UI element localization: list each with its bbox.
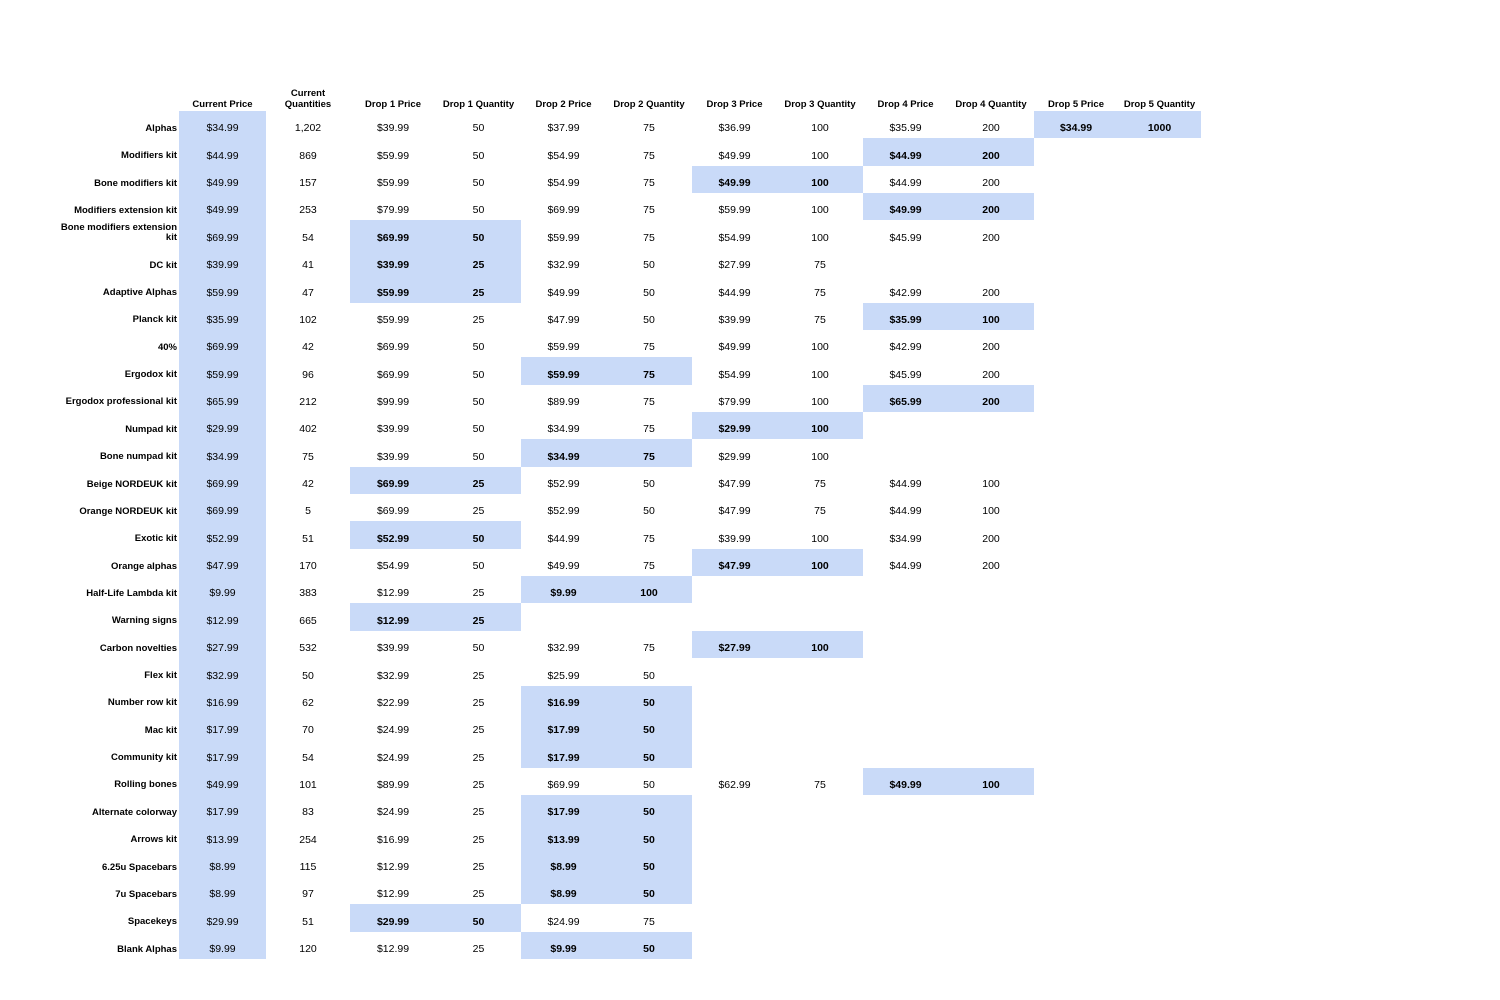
current-price-cell: $65.99 <box>206 395 239 408</box>
current-quantity-cell: 254 <box>299 833 317 846</box>
drop-price-cell: $49.99 <box>718 149 751 162</box>
drop-quantity-cell: 50 <box>472 122 485 135</box>
drop-quantity-cell: 100 <box>811 231 829 244</box>
drop-price-cell: $49.99 <box>547 560 580 573</box>
current-price-cell: $17.99 <box>206 806 239 819</box>
current-price-cell: $34.99 <box>206 122 239 135</box>
drop-quantity-cell: 200 <box>982 532 1000 545</box>
current-price-cell: $59.99 <box>206 368 239 381</box>
drop-quantity-cell: 75 <box>814 313 826 326</box>
drop-quantity-cell: 200 <box>982 341 1000 354</box>
drop-price-cell: $44.99 <box>889 177 922 190</box>
drop-price-cell: $39.99 <box>718 532 751 545</box>
current-quantity-cell: 47 <box>302 286 314 299</box>
row-label: Warning signs <box>111 615 177 627</box>
drop-price-cell: $79.99 <box>376 204 410 217</box>
current-price-cell: $9.99 <box>209 587 236 600</box>
drop-quantity-cell: 50 <box>643 478 655 491</box>
drop-quantity-cell: 50 <box>606 795 692 822</box>
drop-price-cell: $36.99 <box>718 122 751 135</box>
drop-quantity-cell: 25 <box>472 669 485 682</box>
column-header: Drop 5 Price <box>1048 99 1104 110</box>
column-header: Current Quantities <box>284 88 332 110</box>
drop-price-cell: $69.99 <box>547 778 580 791</box>
drop-price-cell: $39.99 <box>376 423 410 436</box>
column-header: Drop 4 Price <box>877 99 934 110</box>
column-header: Drop 1 Quantity <box>442 99 515 110</box>
current-quantity-cell: 50 <box>302 669 314 682</box>
drop-price-cell: $32.99 <box>547 642 580 655</box>
drop-price-cell: $17.99 <box>521 740 606 767</box>
row-label: Adaptive Alphas <box>102 287 177 299</box>
current-quantity-cell: 96 <box>302 368 314 381</box>
drop-price-cell: $69.99 <box>547 204 580 217</box>
current-price-cell: $8.99 <box>209 861 236 874</box>
drop-price-cell: $62.99 <box>718 778 751 791</box>
drop-price-cell: $49.99 <box>718 341 751 354</box>
drop-quantity-cell: 25 <box>436 275 521 302</box>
drop-quantity-cell: 75 <box>643 395 655 408</box>
row-label: Bone modifiers extension kit <box>60 221 177 244</box>
drop-quantity-cell: 25 <box>472 833 485 846</box>
column-header: Drop 5 Quantity <box>1123 99 1196 110</box>
drop-quantity-cell: 75 <box>643 642 655 655</box>
drop-quantity-cell: 75 <box>814 778 826 791</box>
drop-quantity-cell: 25 <box>472 587 485 600</box>
row-label: Modifiers kit <box>121 150 177 162</box>
row-label: Community kit <box>111 752 177 764</box>
drop-quantity-cell: 25 <box>472 806 485 819</box>
row-label: Orange NORDEUK kit <box>79 505 177 517</box>
drop-price-cell: $59.99 <box>376 313 410 326</box>
drop-quantity-cell: 100 <box>777 166 863 193</box>
drop-quantity-cell: 25 <box>472 778 485 791</box>
drop-quantity-cell: 50 <box>472 177 485 190</box>
current-quantity-cell: 83 <box>302 806 314 819</box>
drop-quantity-cell: 75 <box>643 915 655 928</box>
current-price-cell: $39.99 <box>206 259 239 272</box>
row-label: Carbon novelties <box>99 642 177 654</box>
current-price-cell: $47.99 <box>206 560 239 573</box>
drop-quantity-cell: 25 <box>472 888 485 901</box>
current-quantity-cell: 102 <box>299 313 317 326</box>
drop-price-cell: $59.99 <box>350 275 436 302</box>
current-price-cell: $69.99 <box>206 231 239 244</box>
drop-price-cell: $69.99 <box>350 467 436 494</box>
row-label: Numpad kit <box>125 423 177 435</box>
drop-price-cell: $65.99 <box>863 385 948 412</box>
drop-price-cell: $47.99 <box>547 313 580 326</box>
drop-price-cell: $37.99 <box>547 122 580 135</box>
drop-price-cell: $34.99 <box>547 423 580 436</box>
drop-quantity-cell: 100 <box>811 368 829 381</box>
drop-price-cell: $8.99 <box>521 850 606 877</box>
drop-quantity-cell: 100 <box>811 341 829 354</box>
drop-price-cell: $39.99 <box>376 642 410 655</box>
drop-quantity-cell: 75 <box>606 357 692 384</box>
current-price-cell: $49.99 <box>206 177 239 190</box>
row-label: Flex kit <box>144 670 177 682</box>
drop-price-cell: $32.99 <box>547 259 580 272</box>
current-price-cell: $49.99 <box>206 204 239 217</box>
drop-quantity-cell: 50 <box>472 423 485 436</box>
drop-price-cell: $44.99 <box>889 560 922 573</box>
drop-quantity-cell: 75 <box>643 341 655 354</box>
current-quantity-cell: 869 <box>299 149 317 162</box>
current-price-cell: $34.99 <box>206 450 239 463</box>
drop-price-cell: $8.99 <box>521 877 606 904</box>
current-price-cell: $8.99 <box>209 888 236 901</box>
drop-price-cell: $16.99 <box>376 833 410 846</box>
drop-price-cell: $49.99 <box>547 286 580 299</box>
drop-quantity-cell: 75 <box>643 532 655 545</box>
row-label: Arrows kit <box>130 834 177 846</box>
drop-price-cell: $39.99 <box>376 122 410 135</box>
current-price-cell: $29.99 <box>206 915 239 928</box>
drop-price-cell: $59.99 <box>547 341 580 354</box>
drop-price-cell: $12.99 <box>376 587 410 600</box>
row-label: Mac kit <box>144 724 177 736</box>
drop-quantity-cell: 75 <box>643 231 655 244</box>
drop-price-cell: $89.99 <box>376 778 410 791</box>
drop-quantity-cell: 100 <box>811 149 829 162</box>
drop-quantity-cell: 50 <box>472 204 485 217</box>
drop-quantity-cell: 75 <box>643 177 655 190</box>
current-quantity-cell: 42 <box>302 478 314 491</box>
drop-price-cell: $29.99 <box>692 412 777 439</box>
current-quantity-cell: 115 <box>299 861 317 874</box>
drop-price-cell: $54.99 <box>547 149 580 162</box>
drop-quantity-cell: 50 <box>606 686 692 713</box>
drop-quantity-cell: 200 <box>982 368 1000 381</box>
drop-quantity-cell: 50 <box>436 904 521 931</box>
current-price-cell: $13.99 <box>206 833 239 846</box>
drop-price-cell: $42.99 <box>889 286 922 299</box>
drop-quantity-cell: 100 <box>811 122 829 135</box>
row-label: Number row kit <box>107 697 177 709</box>
column-header: Current Price <box>192 99 253 110</box>
drop-quantity-cell: 75 <box>814 505 826 518</box>
row-label: Modifiers extension kit <box>74 204 177 216</box>
current-quantity-cell: 97 <box>302 888 314 901</box>
drop-price-cell: $59.99 <box>521 357 606 384</box>
current-quantity-cell: 51 <box>302 532 314 545</box>
drop-quantity-cell: 50 <box>606 877 692 904</box>
drop-price-cell: $45.99 <box>889 231 922 244</box>
drop-quantity-cell: 100 <box>948 768 1034 795</box>
drop-quantity-cell: 200 <box>982 286 1000 299</box>
row-label: Exotic kit <box>134 533 177 545</box>
drop-price-cell: $54.99 <box>718 368 751 381</box>
row-label: Alternate colorway <box>92 806 177 818</box>
current-price-cell: $49.99 <box>206 778 239 791</box>
drop-price-cell: $54.99 <box>376 560 410 573</box>
current-price-cell: $35.99 <box>206 313 239 326</box>
drop-quantity-cell: 25 <box>472 724 485 737</box>
drop-price-cell: $39.99 <box>376 450 410 463</box>
current-price-cell: $12.99 <box>206 614 239 627</box>
drop-price-cell: $34.99 <box>889 532 922 545</box>
drop-quantity-cell: 100 <box>982 505 1000 518</box>
drop-price-cell: $24.99 <box>547 915 580 928</box>
drop-quantity-cell: 50 <box>606 850 692 877</box>
row-label: Beige NORDEUK kit <box>86 478 177 490</box>
column-header: Drop 3 Price <box>706 99 763 110</box>
drop-quantity-cell: 200 <box>948 193 1034 220</box>
drop-price-cell: $9.99 <box>521 932 606 959</box>
column-header: Drop 4 Quantity <box>955 99 1027 110</box>
row-label: Orange alphas <box>111 560 177 572</box>
current-price-cell: $59.99 <box>206 286 239 299</box>
drop-price-cell: $35.99 <box>863 303 948 330</box>
current-price-cell: $69.99 <box>206 478 239 491</box>
current-price-cell: $16.99 <box>206 696 239 709</box>
drop-quantity-cell: 75 <box>643 149 655 162</box>
current-quantity-cell: 75 <box>302 450 314 463</box>
row-label: Half-Life Lambda kit <box>86 587 177 599</box>
drop-quantity-cell: 100 <box>811 395 829 408</box>
drop-price-cell: $89.99 <box>547 395 580 408</box>
drop-price-cell: $49.99 <box>692 166 777 193</box>
drop-price-cell: $52.99 <box>547 478 580 491</box>
drop-quantity-cell: 25 <box>472 313 485 326</box>
drop-quantity-cell: 50 <box>643 313 655 326</box>
drop-price-cell: $9.99 <box>521 576 606 603</box>
row-label: 6.25u Spacebars <box>102 861 177 873</box>
drop-quantity-cell: 50 <box>472 341 485 354</box>
current-quantity-cell: 532 <box>299 642 317 655</box>
drop-quantity-cell: 50 <box>472 395 485 408</box>
drop-price-cell: $27.99 <box>718 259 751 272</box>
drop-quantity-cell: 50 <box>472 560 485 573</box>
current-quantity-cell: 170 <box>299 560 317 573</box>
current-quantity-cell: 212 <box>299 395 317 408</box>
current-price-cell: $29.99 <box>206 423 239 436</box>
drop-quantity-cell: 100 <box>777 412 863 439</box>
drop-price-cell: $29.99 <box>718 450 751 463</box>
drop-price-cell: $99.99 <box>376 395 410 408</box>
row-label: DC kit <box>149 259 177 271</box>
drop-price-cell: $42.99 <box>889 341 922 354</box>
drop-price-cell: $24.99 <box>376 724 410 737</box>
drop-quantity-cell: 50 <box>436 521 521 548</box>
drop-quantity-cell: 75 <box>643 423 655 436</box>
drop-quantity-cell: 100 <box>948 303 1034 330</box>
row-label: Ergodox kit <box>124 369 177 381</box>
drop-quantity-cell: 75 <box>643 204 655 217</box>
drop-quantity-cell: 100 <box>777 549 863 576</box>
drop-price-cell: $47.99 <box>692 549 777 576</box>
drop-quantity-cell: 75 <box>814 286 826 299</box>
drop-quantity-cell: 200 <box>982 560 1000 573</box>
drop-quantity-cell: 50 <box>606 713 692 740</box>
current-price-cell: $17.99 <box>206 751 239 764</box>
drop-price-cell: $49.99 <box>863 768 948 795</box>
row-label: Spacekeys <box>127 916 177 928</box>
drop-price-cell: $17.99 <box>521 713 606 740</box>
current-quantity-cell: 253 <box>299 204 317 217</box>
drop-price-cell: $44.99 <box>863 138 948 165</box>
current-quantity-cell: 62 <box>302 696 314 709</box>
drop-quantity-cell: 25 <box>436 248 521 275</box>
current-quantity-cell: 383 <box>299 587 317 600</box>
drop-price-cell: $35.99 <box>889 122 922 135</box>
drop-quantity-cell: 25 <box>472 861 485 874</box>
drop-quantity-cell: 100 <box>982 478 1000 491</box>
current-quantity-cell: 665 <box>299 614 317 627</box>
drop-price-cell: $47.99 <box>718 505 751 518</box>
column-header: Drop 1 Price <box>365 99 421 110</box>
drop-price-cell: $54.99 <box>547 177 580 190</box>
drop-quantity-cell: 50 <box>643 259 655 272</box>
drop-quantity-cell: 50 <box>436 220 521 247</box>
drop-price-cell: $49.99 <box>863 193 948 220</box>
drop-price-cell: $39.99 <box>718 313 751 326</box>
drop-price-cell: $32.99 <box>376 669 410 682</box>
drop-quantity-cell: 50 <box>643 286 655 299</box>
current-quantity-cell: 101 <box>299 778 317 791</box>
drop-price-cell: $69.99 <box>376 341 410 354</box>
drop-price-cell: $25.99 <box>547 669 580 682</box>
drop-price-cell: $17.99 <box>521 795 606 822</box>
drop-quantity-cell: 25 <box>436 603 521 630</box>
drop-price-cell: $13.99 <box>521 822 606 849</box>
drop-price-cell: $16.99 <box>521 686 606 713</box>
drop-quantity-cell: 75 <box>643 122 655 135</box>
row-label: Planck kit <box>132 314 177 326</box>
drop-quantity-cell: 50 <box>606 822 692 849</box>
drop-price-cell: $54.99 <box>718 231 751 244</box>
drop-price-cell: $59.99 <box>376 177 410 190</box>
drop-quantity-cell: 100 <box>811 450 829 463</box>
drop-price-cell: $39.99 <box>350 248 436 275</box>
drop-quantity-cell: 50 <box>643 505 655 518</box>
current-quantity-cell: 54 <box>302 231 314 244</box>
drop-price-cell: $44.99 <box>718 286 751 299</box>
row-label: 40% <box>157 341 177 353</box>
drop-price-cell: $45.99 <box>889 368 922 381</box>
row-label: Ergodox professional kit <box>65 396 177 408</box>
drop-quantity-cell: 50 <box>606 740 692 767</box>
current-quantity-cell: 42 <box>302 341 314 354</box>
drop-quantity-cell: 200 <box>982 122 1000 135</box>
drop-quantity-cell: 50 <box>643 669 655 682</box>
drop-quantity-cell: 200 <box>982 177 1000 190</box>
drop-quantity-cell: 75 <box>814 478 826 491</box>
drop-quantity-cell: 50 <box>472 149 485 162</box>
drop-price-cell: $24.99 <box>376 751 410 764</box>
row-label: Rolling bones <box>114 779 177 791</box>
drop-price-cell: $34.99 <box>521 439 606 466</box>
current-quantity-cell: 5 <box>305 505 311 518</box>
drop-quantity-cell: 25 <box>472 696 485 709</box>
drop-price-cell: $59.99 <box>376 149 410 162</box>
drop-quantity-cell: 50 <box>472 450 485 463</box>
current-quantity-cell: 1,202 <box>294 122 322 135</box>
drop-quantity-cell: 25 <box>472 505 485 518</box>
drop-quantity-cell: 200 <box>948 138 1034 165</box>
row-label: 7u Spacebars <box>115 888 177 900</box>
drop-price-cell: $24.99 <box>376 806 410 819</box>
drop-quantity-cell: 75 <box>643 560 655 573</box>
drop-price-cell: $12.99 <box>376 888 410 901</box>
column-header: Drop 3 Quantity <box>784 99 856 110</box>
current-quantity-cell: 402 <box>299 423 317 436</box>
current-price-cell: $69.99 <box>206 505 239 518</box>
current-quantity-cell: 41 <box>302 259 314 272</box>
current-price-cell: $17.99 <box>206 724 239 737</box>
drop-quantity-cell: 200 <box>948 385 1034 412</box>
current-quantity-cell: 120 <box>299 943 317 956</box>
column-header: Drop 2 Price <box>535 99 592 110</box>
drop-quantity-cell: 1000 <box>1118 111 1201 138</box>
current-price-cell: $27.99 <box>206 642 239 655</box>
row-label: Bone numpad kit <box>99 451 177 463</box>
drop-quantity-cell: 75 <box>814 259 826 272</box>
drop-quantity-cell: 100 <box>777 631 863 658</box>
drop-price-cell: $59.99 <box>718 204 751 217</box>
drop-price-cell: $52.99 <box>350 521 436 548</box>
drop-price-cell: $22.99 <box>376 696 410 709</box>
drop-price-cell: $12.99 <box>350 603 436 630</box>
drop-price-cell: $69.99 <box>376 368 410 381</box>
drop-price-cell: $47.99 <box>718 478 751 491</box>
drop-price-cell: $79.99 <box>718 395 751 408</box>
current-quantity-cell: 54 <box>302 751 314 764</box>
drop-price-cell: $44.99 <box>547 532 580 545</box>
drop-price-cell: $69.99 <box>376 505 410 518</box>
drop-price-cell: $12.99 <box>376 943 410 956</box>
drop-quantity-cell: 50 <box>472 642 485 655</box>
drop-quantity-cell: 50 <box>606 932 692 959</box>
drop-price-cell: $29.99 <box>350 904 436 931</box>
drop-price-cell: $52.99 <box>547 505 580 518</box>
current-quantity-cell: 51 <box>302 915 314 928</box>
drop-quantity-cell: 100 <box>606 576 692 603</box>
drop-price-cell: $59.99 <box>547 231 580 244</box>
drop-quantity-cell: 75 <box>606 439 692 466</box>
current-quantity-cell: 70 <box>302 724 314 737</box>
drop-price-cell: $34.99 <box>1034 111 1118 138</box>
drop-quantity-cell: 25 <box>472 943 485 956</box>
drop-quantity-cell: 50 <box>643 778 655 791</box>
current-price-cell: $52.99 <box>206 532 239 545</box>
drop-quantity-cell: 100 <box>811 532 829 545</box>
drop-price-cell: $44.99 <box>889 478 922 491</box>
drop-quantity-cell: 25 <box>472 751 485 764</box>
drop-price-cell: $12.99 <box>376 861 410 874</box>
drop-price-cell: $69.99 <box>350 220 436 247</box>
drop-quantity-cell: 50 <box>472 368 485 381</box>
row-label: Blank Alphas <box>117 943 177 955</box>
column-header: Drop 2 Quantity <box>613 99 685 110</box>
drop-quantity-cell: 25 <box>436 467 521 494</box>
drop-quantity-cell: 200 <box>982 231 1000 244</box>
drop-quantity-cell: 100 <box>811 204 829 217</box>
current-price-cell: $69.99 <box>206 341 239 354</box>
row-label: Bone modifiers kit <box>94 177 177 189</box>
current-price-cell: $9.99 <box>209 943 236 956</box>
current-price-cell: $44.99 <box>206 149 239 162</box>
current-quantity-cell: 157 <box>299 177 317 190</box>
row-label: Alphas <box>145 122 177 134</box>
drop-price-cell: $27.99 <box>692 631 777 658</box>
drop-price-cell: $44.99 <box>889 505 922 518</box>
current-price-cell: $32.99 <box>206 669 239 682</box>
